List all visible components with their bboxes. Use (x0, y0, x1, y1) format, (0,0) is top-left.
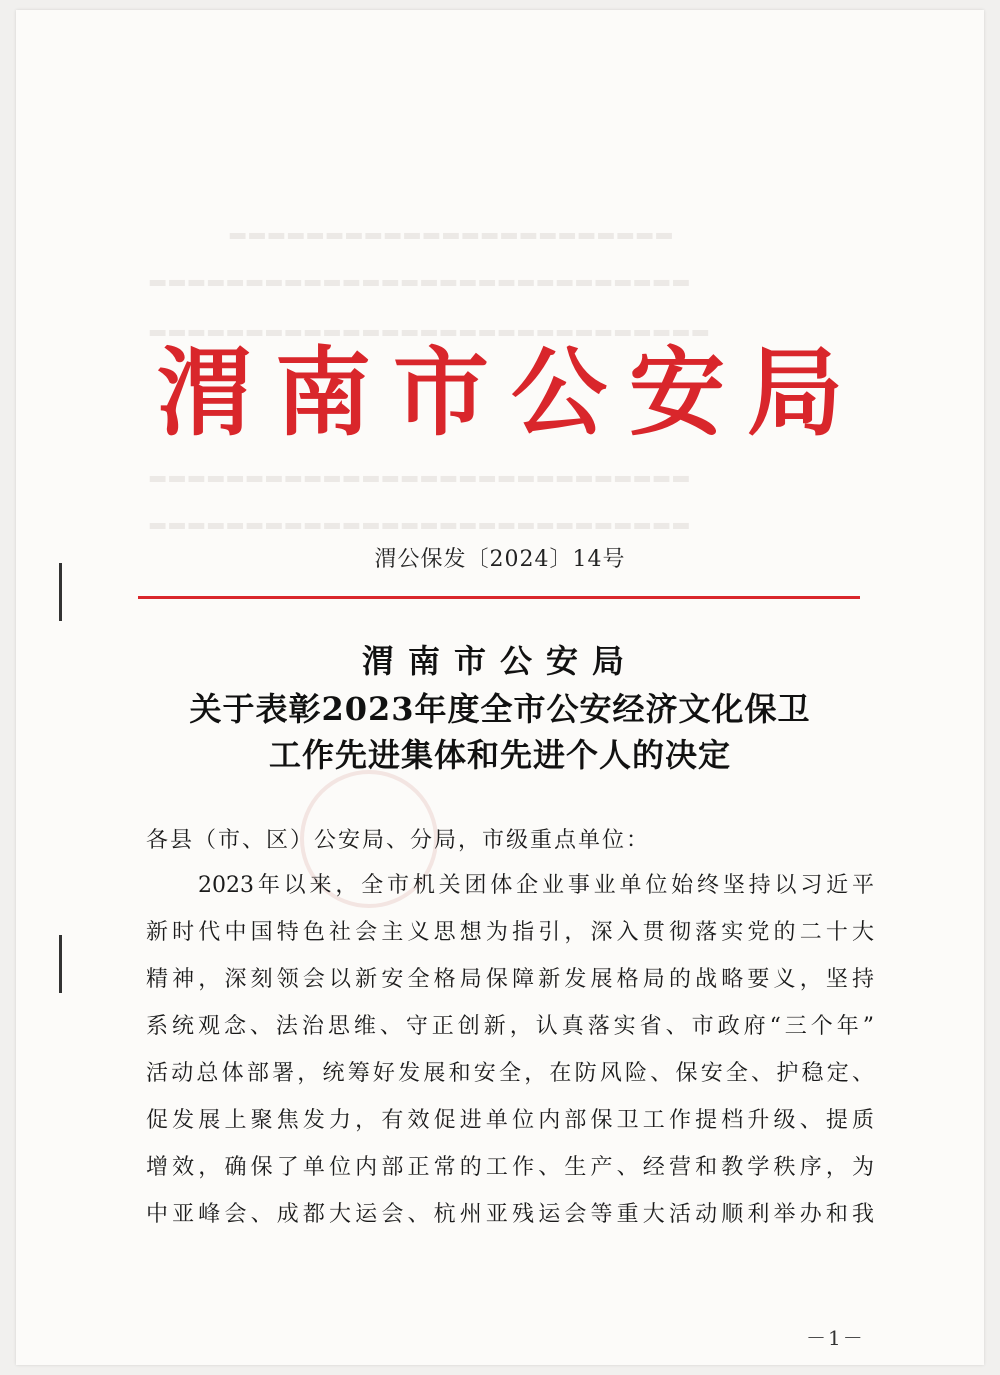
body-line: 新时代中国特色社会主义思想为指引，深入贯彻落实党的二十大 (146, 920, 874, 945)
document-title-line-2: 关于表彰2023年度全市公安经济文化保卫 (189, 690, 811, 728)
binding-mark (59, 935, 62, 993)
bleed-through-line: ▂▂▂▂▂▂▂▂▂▂▂▂▂▂▂▂▂▂▂▂▂▂▂▂▂▂▂▂ (150, 505, 693, 529)
bleed-through-line: ▂▂▂▂▂▂▂▂▂▂▂▂▂▂▂▂▂▂▂▂▂▂▂▂▂▂▂▂ (150, 458, 693, 482)
page-number: －1－ (806, 1326, 865, 1350)
addressee: 各县（市、区）公安局、分局，市级重点单位： (146, 828, 651, 853)
bleed-through-line: ▂▂▂▂▂▂▂▂▂▂▂▂▂▂▂▂▂▂▂▂▂▂▂▂▂▂▂▂▂ (150, 312, 713, 336)
body-line: 精神，深刻领会以新安全格局保障新发展格局的战略要义，坚持 (146, 967, 874, 992)
body-line: 增效，确保了单位内部正常的工作、生产、经营和教学秩序，为 (146, 1155, 874, 1180)
bleed-through-line: ▂▂▂▂▂▂▂▂▂▂▂▂▂▂▂▂▂▂▂▂▂▂▂ (230, 215, 676, 239)
body-line: 活动总体部署，统筹好发展和安全，在防风险、保安全、护稳定、 (146, 1061, 874, 1086)
document-title-line-3: 工作先进集体和先进个人的决定 (268, 736, 731, 774)
red-divider-line (138, 596, 860, 599)
body-paragraph (146, 862, 874, 1238)
bleed-through-line: ▂▂▂▂▂▂▂▂▂▂▂▂▂▂▂▂▂▂▂▂▂▂▂▂▂▂▂▂ (150, 262, 693, 286)
body-line: 2023年以来，全市机关团体企业事业单位始终坚持以习近平 (198, 873, 874, 898)
document-title-line-1: 渭南市公安局 (361, 642, 638, 680)
body-line: 促发展上聚焦发力，有效促进单位内部保卫工作提档升级、提质 (146, 1108, 874, 1133)
issuing-authority-header: 渭南市公安局 (157, 336, 865, 449)
body-line: 系统观念、法治思维、守正创新，认真落实省、市政府“三个年” (146, 1014, 874, 1039)
document-number: 渭公保发〔2024〕14号 (374, 547, 626, 572)
body-line: 中亚峰会、成都大运会、杭州亚残运会等重大活动顺利举办和我 (146, 1202, 874, 1227)
